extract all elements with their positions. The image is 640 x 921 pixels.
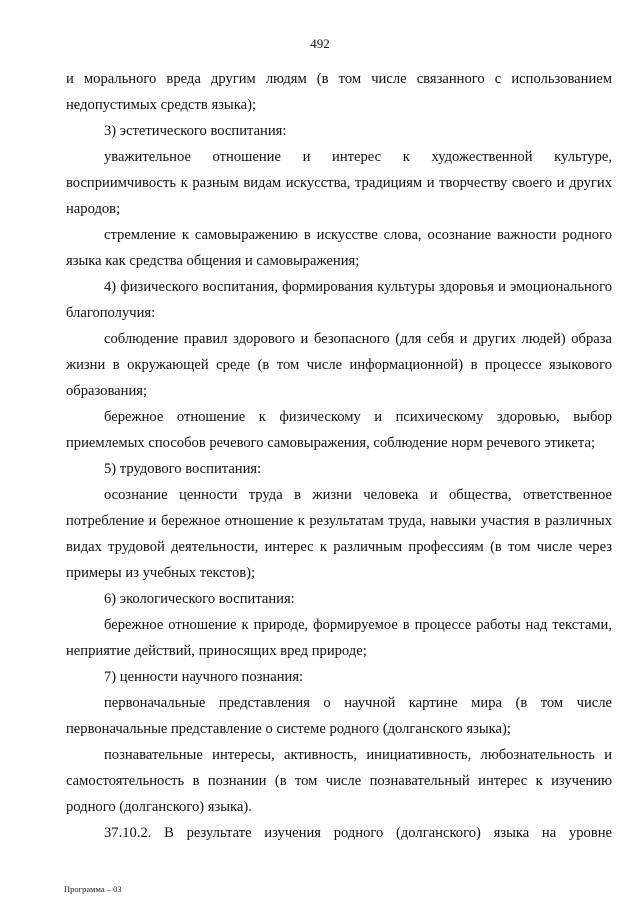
paragraph-physical-2: бережное отношение к физическому и психическому здоровью, выбор приемлемых способов речевого самовыражения, соблюдение норм речевого этикета; <box>66 409 612 451</box>
paragraph-heading-aesthetic: 3) эстетического воспитания: <box>104 123 287 139</box>
paragraph-labor-1: осознание ценности труда в жизни человека и общества, ответственное потребление и бережное отношение к результатам труда, навыки участия в различных видах трудовой деятельности, интерес к различным профессиям (в том числе через примеры из учебных текстов); <box>66 487 612 581</box>
paragraph-aesthetic-1: уважительное отношение и интерес к художественной культуре, восприимчивость к разным видам искусства, традициям и творчеству своего и других народов; <box>66 149 612 217</box>
paragraph-ecological-1: бережное отношение к природе, формируемое в процессе работы над текстами, неприятие действий, приносящих вред природе; <box>66 617 612 659</box>
paragraph-section-37-10-2: 37.10.2. В результате изучения родного (долганского) языка на уровне <box>104 825 612 841</box>
paragraph-heading-labor: 5) трудового воспитания: <box>104 461 262 477</box>
page-number: 492 <box>310 36 330 51</box>
paragraph-heading-physical: 4) физического воспитания, формирования культуры здоровья и эмоционального благополучия: <box>66 279 612 321</box>
paragraph-heading-ecological: 6) экологического воспитания: <box>104 591 295 607</box>
paragraph-continuation: и морального вреда другим людям (в том числе связанного с использованием недопустимых средств языка); <box>66 71 612 113</box>
paragraph-aesthetic-2: стремление к самовыражению в искусстве слова, осознание важности родного языка как средства общения и самовыражения; <box>66 227 612 269</box>
footer-label: Программа – 03 <box>64 884 122 894</box>
document-body <box>66 66 612 846</box>
paragraph-heading-science: 7) ценности научного познания: <box>104 669 304 685</box>
paragraph-science-2: познавательные интересы, активность, инициативность, любознательность и самостоятельность в познании (в том числе познавательный интерес к изучению родного (долганского) языка). <box>66 747 612 815</box>
paragraph-science-1: первоначальные представления о научной картине мира (в том числе первоначальные представление о системе родного (долганского языка); <box>66 695 612 737</box>
paragraph-physical-1: соблюдение правил здорового и безопасного (для себя и других людей) образа жизни в окружающей среде (в том числе информационной) в процессе языкового образования; <box>66 331 612 399</box>
